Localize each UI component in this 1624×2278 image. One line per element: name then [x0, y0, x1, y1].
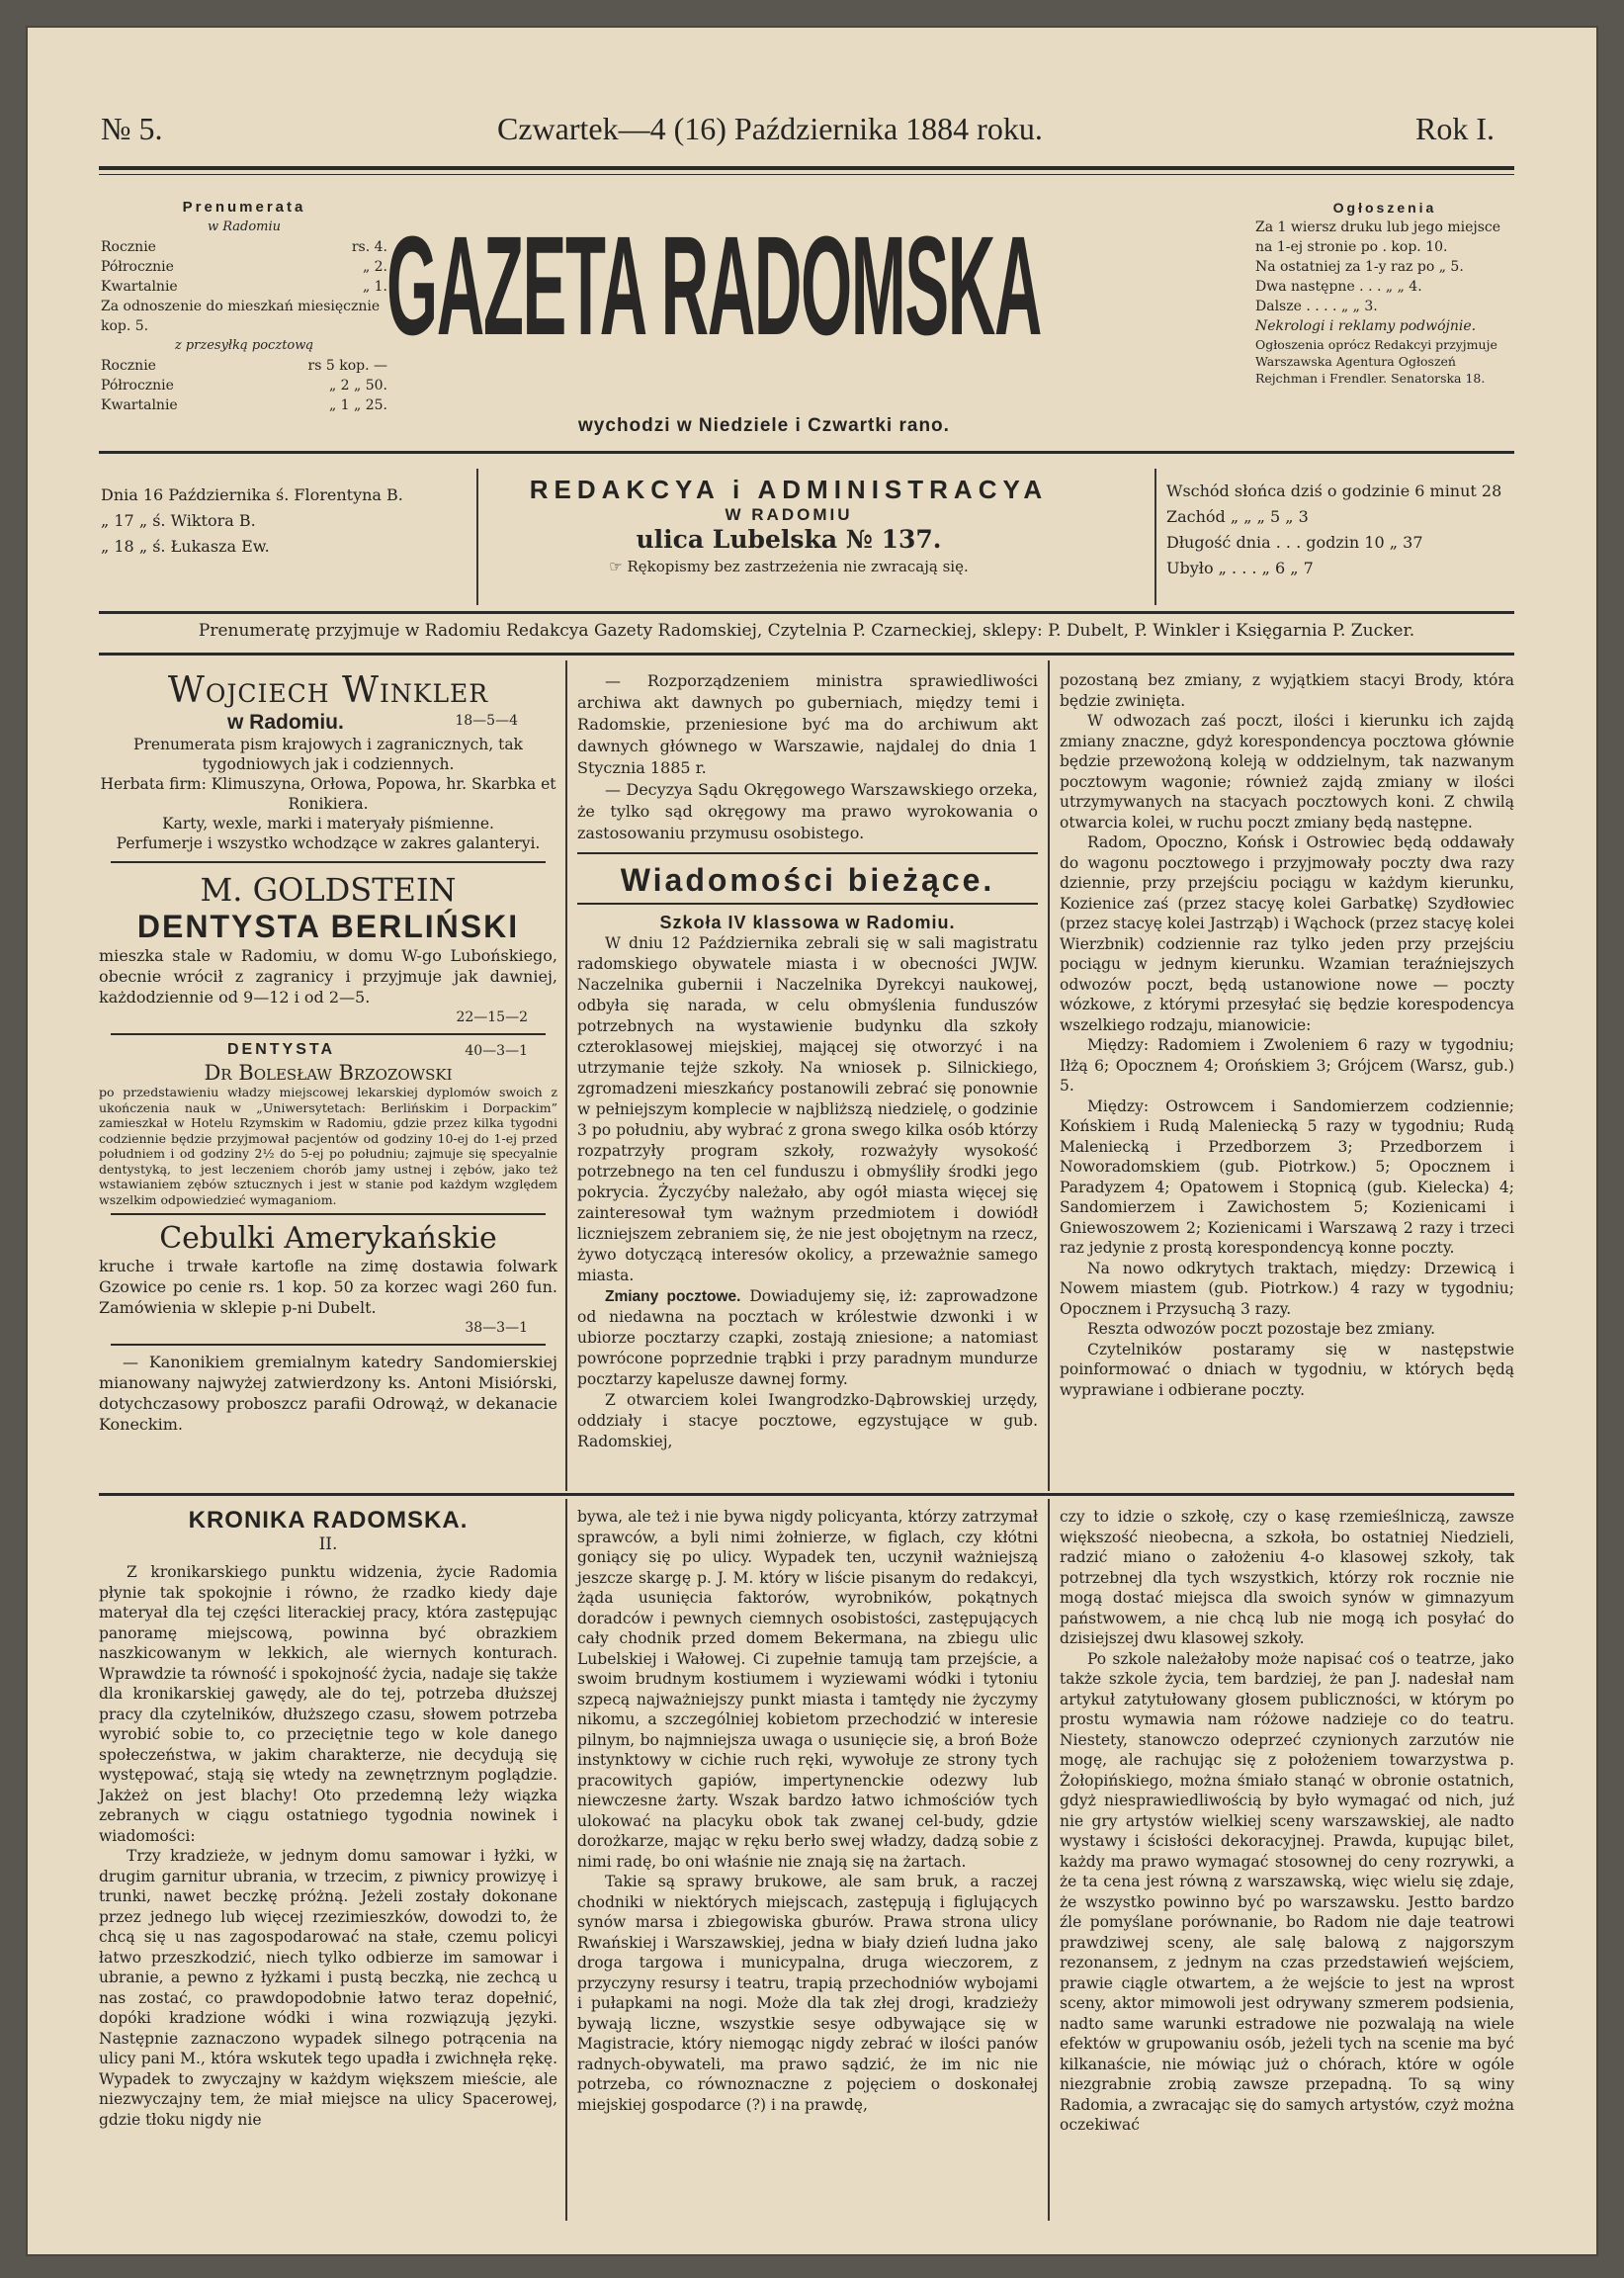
news-section-title: Wiadomości bieżące. [620, 862, 995, 898]
column-divider [565, 1499, 567, 2221]
winkler-code: 18—5—4 [455, 713, 518, 729]
ad-rule [111, 861, 546, 863]
subscription-post-label: z przesyłką pocztową [174, 338, 314, 353]
post-paragraph: pozostaną bez zmiany, z wyjątkiem stacyi Brody, która będzie zwinięta. [1060, 671, 1514, 710]
ad-price-line: Za 1 wiersz druku lub jego miejsce na 1-ej stronie po . kop. 10. [1255, 219, 1501, 255]
issue-date: Czwartek—4 (16) Października 1884 roku. [497, 111, 1043, 146]
goldstein-text: mieszka stale w Radomiu, w domu W-go Lubońskiego, obecnie wrócił z zagranicy i przyjmuje jak dawniej, każdodziennie od 9—12 i od 2—5. [99, 946, 557, 1007]
post-paragraph: Reszta odwozów poczt pozostaje bez zmiany. [1087, 1320, 1436, 1338]
goldstein-code: 22—15—2 [456, 1009, 528, 1025]
top-rule-thin [99, 174, 1514, 175]
ad-price-line: Nekrologi i reklamy podwójnie. [1255, 318, 1477, 334]
calendar-line: „ 18 „ ś. Łukasza Ew. [101, 537, 270, 556]
ad-price-line: Dalsze . . . . „ „ 3. [1255, 299, 1378, 314]
kronika-column-1 [99, 1507, 557, 2130]
kronika-paragraph: Takie są sprawy brukowe, ale sam bruk, a raczej chodniki w niektórych miejscach, zastępują i figlujących synów marsa i zbiegowiska gburów. Prawa strona ulicy Rwańskiej i Warszawskiej, jedna w biały dzień ludna jako droga targowa i municypalna, druga wieczorem, z przyczyny resursy i teatru, trapią przechodniów wybojami i pułapkami na nogi. Może dla tak złej drogi, kradzieży bywają liczne, wszystkie sesye odbywające się w Magistracie, który niemogąc nigdy zebrać w ilości panów radnych-obywateli, ma prawo sądzić, że im nic nie potrzeba, co równoznaczne z pojęciem o doskonałej miejskiej gospodarce (?) i na prawdę, [577, 1873, 1038, 2114]
kronika-column-3 [1060, 1507, 1514, 2136]
sub-row-label: Rocznie [101, 239, 156, 255]
ads-column [99, 670, 557, 1435]
ad-prices-title: Ogłoszenia [1332, 200, 1437, 216]
goldstein-title: DENTYSTA BERLIŃSKI [136, 909, 520, 944]
section-rule [577, 903, 1038, 905]
column-divider [1048, 660, 1050, 1491]
ad-prices-block [1255, 198, 1514, 387]
kronika-title: KRONIKA RADOMSKA. [188, 1507, 469, 1533]
cebulki-code: 38—3—1 [465, 1320, 528, 1336]
sun-line: Ubyło „ . . . „ 6 „ 7 [1166, 559, 1314, 577]
subscribe-line: Prenumeratę przyjmuje w Radomiu Redakcya Gazety Radomskiej, Czytelnia P. Czarneckiej, sklepy: P. Dubelt, P. Winkler i Księgarnia P. Zucker. [198, 621, 1415, 641]
sun-line: Wschód słońca dziś o godzinie 6 minut 28 [1166, 482, 1502, 500]
masthead-title: GAZETA RADOMSKA [386, 206, 1042, 365]
subscription-note: Za odnoszenie do mieszkań miesięcznie kop. 5. [101, 299, 381, 334]
post-column [1060, 670, 1514, 1400]
news-paragraph: — Decyzya Sądu Okręgowego Warszawskiego orzeka, że tylko sąd okręgowy ma prawo wyrokowania o zastosowaniu przymusu osobistego. [577, 780, 1038, 842]
kronika-paragraph: bywa, ale też i nie bywa nigdy policyanta, którzy zatrzymał sprawców, a byli nimi żołnierze, w figlach, czy kłótni goniący się po ulicy. Wypadek ten, uczynił ważniejszą jeszcze skargę p. J. M. który w liście pisanym do redakcyi, żąda usunięcia faktorów, wyrobników, pokątnych doradców i pewnych ciemnych osobistości, zastępujących cały chodnik przed domem Bekermana, na zbiegu ulic Lubelskiej i Wałowej. Ci zupełnie tamują tam przejście, a swoim brudnym kostiumem i wyziewami wódki i tytoniu szpecą najważniejszy punkt miasta i tamtędy nie życzymy nikomu, a szczególniej kobietom przechodzić w interesie pilnym, bo najmniejsza uwaga o usunięcie się, a broń Boże instynktowy w cichie ruch ręki, wywołuje ze strony tych pracowitych gapiów, impertynenckie odezwy lub niewczesne żarty. Wszak bardzo łatwo ichmościów tych ulokować na placyku obok tak zwanej cel-budy, gdzie dorożkarze, mając w ręku berło swej władzy, dadzą sobie z nimi radę, bo oni właśnie nie znają się na żartach. [577, 1508, 1038, 1871]
calendar-line: „ 17 „ ś. Wiktora B. [101, 511, 256, 530]
sub-row-label: Półrocznie [101, 378, 174, 394]
kronika-paragraph: Trzy kradzieże, w jednym domu samowar i łyżki, w drugim garnitur ubrania, w trzecim, z piwnicy prowizyę i trunki, nawet beczkę próżną. Jeżeli zostały dokonane przez jednego lub więcej rzezimieszków, dowodzi to, że chcą się u nas zagospodarować na stałe, czemu policyi łatwo przeszkodzić, niech tylko odbierze im samowar i ubranie, a pewno z łyżkami i pustą beczką, nie zechcą u nas zostać, co prawdopodobnie łatwo teraz dopełnić, dopóki kradzione wódki i wina rozwiązują języki. Następnie zaznaczono wypadek silnego potrącenia na ulicy pani M., która wskutek tego upadła i zwichnęła rękę. Wypadek to zwyczajny w każdym większem mieście, ale niezwyczajny tem, że miał miejsce na ulicy Spacerowej, gdzie tłoku nigdy nie [99, 1847, 557, 2129]
masthead-subtitle: wychodzi w Niedziele i Czwartki rano. [578, 415, 950, 436]
winkler-city: w Radomiu. [227, 711, 344, 734]
sub-row-label: Rocznie [101, 358, 156, 374]
sun-block [1166, 479, 1514, 581]
ad-rule [111, 1344, 546, 1346]
winkler-line: Karty, wexle, marki i materyały piśmienne. [162, 815, 494, 832]
news-column [577, 670, 1038, 1452]
kronika-number: II. [318, 1534, 338, 1554]
newspaper-page [28, 28, 1596, 2254]
post-text: Z otwarciem kolei Iwangrodzko-Dąbrowskiej urzędy, oddziały i stacye pocztowe, egzystujące w gub. Radomskiej, [577, 1390, 1038, 1450]
winkler-text [99, 735, 557, 853]
sub-row-label: Kwartalnie [101, 397, 178, 413]
redakcya-address: ulica Lubelska № 137. [636, 525, 942, 554]
redakcya-note [492, 558, 1085, 575]
column-divider [565, 660, 567, 1491]
sub-row-value: „ 1. [362, 279, 387, 295]
sun-line: Zachód „ „ „ 5 „ 3 [1166, 507, 1309, 526]
sub-row-value: „ 1 „ 25. [328, 397, 387, 413]
winkler-name: Wojciech Winkler [167, 670, 489, 711]
kronika-paragraph: czy to idzie o szkołę, czy o kasę rzemieślniczą, zawsze większość nieobecna, a szkoła, bo ostatniej Niedzieli, radzić miano o założeniu 4-o klasowej szkoły, tak potrzebnej dla tych wszystkich, którzy rok rocznie nie mogą dostać miejsca dla swoich synów w gimnazyum państwowem, a nie chcą lub nie mogą ich posyłać do dzisiejszej dwu klasowej szkoły. [1060, 1508, 1514, 1647]
kronika-paragraph: Z kronikarskiego punktu widzenia, życie Radomia płynie tak spokojnie i równo, że rzadko kiedy daje materyał dla tej części literackiej pracy, która zastępując panoramę miejscową, powinna być obrazkiem naszkicowanym w lekkich, ale wiernych konturach. Wprawdzie ta równość i spokojność życia, nadaje się także dla kronikarskiej gawędy, ale do tej, potrzeba dłuższej pracy dla czytelników, dłuższego czasu, słowem potrzeba wyrobić sobie to, co przeciętnie tego w kole danego społeczeństwa, w jakim charakterze, nie decydują się występować, stają się wtedy na zewnętrznym poglądzie. Jakżeż on jest blachy! Oto przedemną leży wiązka zebranych w ciągu ostatniego tygodnia nowinek i wiadomości: [99, 1563, 557, 1845]
sub-row-value: rs. 4. [351, 239, 387, 255]
post-paragraph: Między: Ostrowcem i Sandomierzem codziennie; Końskiem i Rudą Maleniecką 5 razy w tygodniu; Rudą Maleniecką i Przedborzem 3; Przedborzem i Noworadomskiem (gub. Piotrkow.) 5; Opocznem i Paradyzem 4; Opatowem i Stopnicą (gub. Kielecka) 4; Sandomierzem i Zawichostem 5; Kozienicami i Gniewoszowem 2; Kozienicami i Warszawą 2 razy i trzeci raz jedynie z prostą korespondencyą konne poczty. [1060, 1096, 1514, 1257]
ad-price-line: Dwa następne . . . „ „ 4. [1255, 279, 1422, 295]
cebulki-title: Cebulki Amerykańskie [159, 1221, 497, 1256]
info-divider [476, 469, 478, 605]
info-rule [99, 611, 1514, 614]
cebulki-text: kruche i trwałe kartofle na zimę dostawia folwark Gzowice po cenie rs. 1 kop. 50 za korzec wagi 260 fun. Zamówienia w sklepie p-ni Dubelt. [99, 1257, 557, 1317]
calendar-line: Dnia 16 Października ś. Florentyna B. [101, 485, 403, 504]
post-text: Dowiadujemy się, iż: zaprowadzone od niedawna na pocztach w królestwie dzwonki i w ubiorze pocztarzy czapki, zostają zniesione; a natomiast powrócone poprzednie trąbki i przy paradnym mundurze pocztarzy kapelusze dawnej formy. [577, 1286, 1038, 1388]
pointing-hand-icon: ☞ [609, 558, 628, 575]
section-rule [577, 852, 1038, 854]
post-paragraph: Czytelników postaramy się w następstwie poinformować o dniach w tygodniu, w których będą wyprawiane i odbierane poczty. [1060, 1340, 1514, 1399]
ad-rule [111, 1213, 546, 1215]
winkler-line: Prenumerata pism krajowych i zagranicznych, tak tygodniowych jak i codziennych. [133, 736, 523, 773]
ad-rule [111, 1033, 546, 1035]
top-rule [99, 166, 1514, 170]
subscription-block [101, 198, 387, 415]
brzoz-code: 40—3—1 [465, 1043, 528, 1059]
calendar-block [101, 482, 457, 560]
column-divider [1048, 1499, 1050, 2221]
school-text: W dniu 12 Października zebrali się w sali magistratu radomskiego obywatele miasta i w obecności JWJW. Naczelnika gubernii i Naczelnika Dyrekcyi naukowej, odbyła się narada, w celu obmyślenia funduszów potrzebnych na wystawienie budynku dla szkoły czteroklasowej miejskiej, mającej się otworzyć i na utrzymanie tejże szkoły. Na wniosek p. Silnickiego, zgromadzeni mieszkańcy postanowili zebrać się ponownie w pełniejszym komplecie w najbliższą niedzielę, o godzinie 3 po południu, aby wybrać z grona swego kilka osób którzy rozpatrzyły program szkoły, rozważyły wysokość potrzebnego na ten cel funduszu i obmyśliły środki jego pokrycia. Życzyćby należało, aby ogół miasta więcej się zainteresował tym ważnym przedmiotem i dowiódł liczniejszem zebraniem się, że nie jest obojętnym na rzecz, żywo dotyczącą interesów okolicy, a przeważnie samego miasta. [577, 933, 1038, 1284]
brzoz-text: po przedstawieniu władzy miejscowej lekarskiej dyplomów swoich z ukończenia nauk w „Uniwersytetach: Berlińskim i Dorpackim” zamieszkał w Hotelu Rzymskim w Radomiu, gdzie przez kilka tygodni codziennie będzie przyjmował pacjentów od godziny 10-ej do 1-ej przed południem i od godziny 2½ do 5-ej po południu; zajmuje się specyalnie dentystyką, to jest leczeniem chorób jamy ustnej i zębów, jako też wstawianiem zębów sztucznych i jest w stanie pod każdym względem wszelkim odpowiedzieć wymaganiom. [99, 1085, 557, 1207]
subscription-local-label: w Radomiu [207, 219, 282, 234]
winkler-line: Perfumerje i wszystko wchodzące w zakres galanteryi. [116, 834, 541, 852]
issue-year: Rok I. [1415, 111, 1495, 146]
post-paragraph: W odwozach zaś poczt, ilości i kierunku ich zajdą zmiany znaczne, gdyż korespondencya pocztowa głównie będzie przewożoną koleją w oddzielnym, tak nazwanym pocztowym wagonie; również zajdą zmiany w ilości utrzymywanych na stacyach pocztowych koni. Z chwilą otwarcia kolei, w ruchu poczt zmiany będą następne. [1060, 712, 1514, 832]
subscription-title: Prenumerata [182, 199, 306, 216]
sun-line: Długość dnia . . . godzin 10 „ 37 [1166, 533, 1423, 552]
post-paragraph: Między: Radomiem i Zwoleniem 6 razy w tygodniu; Iłżą 6; Opocznem 4; Orońskiem 3; Grójcem (Warsz, gub.) 5. [1060, 1036, 1514, 1095]
redakcya-city: W RADOMIU [725, 505, 853, 524]
info-divider [1154, 469, 1156, 605]
goldstein-name: M. GOLDSTEIN [200, 871, 457, 909]
news-paragraph: — Rozporządzeniem ministra sprawiedliwości archiwa akt dawnych po guberniach, między temi i Radomskie, przeniesione być ma do archiwum akt dawnych głównego w Warszawie, najdalej do dnia 1 Stycznia 1885 r. [577, 671, 1038, 777]
kronika-paragraph: Po szkole należałoby może napisać coś o teatrze, jako także szkole życia, tem bardziej, że pan J. nadesłał nam artykuł zatytułowany głosem publiczności, w którym po prostu wymawia nam różowe nadzieje co do teatru. Niestety, stanowczo odeprzeć czynionych zarzutów nie mogę, ale rachując się z położeniem towarzystwa p. Żołopińskiego, można śmiało stanąć w obronie ostatnich, gdyż niesprawiedliwością by było wymagać od nich, juź nie gry artystów wielkiej sceny warszawskiej, ale nadto wystawy i ścisłości dekoracyjnej. Prawda, kupując bilet, każdy ma prawo wymagać stosownej do ceny rozrywki, a że ta cena jest równą z warszawską, więc wielu się zdaje, że wszystko powinno być po warszawsku. Jestto bardzo źle pomyślane porównanie, bo Radom nie daje teatrowi prawdziwej sceny, ale salę balową z najgorszym rezonansem, z jednym na czas przedstawień wejściem, prawie ciągle otwartem, a że wejście to jest na wprost sceny, aktor mimowoli jest odrywany szmerem podsienia, nadto same warunki estradowe nie pozwalają na wiele efektów w grupowaniu osób, jeżeli tych na scenie ma być kilkanaście, nie mówiąc już o chórach, które w ogóle niezgrabnie zrobią zawsze przepadną. To są winy Radomia, a zwracając się do samych artystów, czyż można oczekiwać [1060, 1649, 1514, 2134]
school-title: Szkoła IV klassowa w Radomiu. [659, 912, 956, 932]
post-paragraph: Na nowo odkrytych traktach, między: Drzewicą i Nowem miastem (gub. Piotrkow.) 4 razy w tygodniu; Opocznem i Przysuchą 3 razy. [1060, 1259, 1514, 1318]
post-title: Zmiany pocztowe. [605, 1287, 741, 1305]
winkler-line: Herbata firm: Klimuszyna, Orłowa, Popowa, hr. Skarbka et Ronikiera. [100, 775, 556, 813]
redakcya-block [492, 475, 1085, 575]
sub-row-value: „ 2 „ 50. [328, 378, 387, 394]
sub-row-value: rs 5 kop. — [307, 358, 387, 374]
kanonik-note: — Kanonikiem gremialnym katedry Sandomierskiej mianowany najwyżej zatwierdzony ks. Antoni Misiórski, dotychczasowy proboszcz parafii Odrowąż, w dekanacie Koneckim. [99, 1353, 557, 1434]
subscribe-rule [99, 653, 1514, 656]
post-paragraph: Radom, Opoczno, Końsk i Ostrowiec będą oddawały do wagonu pocztowego i przyjmowały poczty dwa razy dziennie, przy przejściu pociągu w każdym kierunku, Kozienice zaś (przez stacyę kolei Garbatkę) Szydłowiec (przez stacyę kolei Jastrząb) i Wąchock (przez stacyę kolei Wierzbnik) codziennie raz tylko jeden przy przejściu pociągu w jednym kierunku. Wzamian teraźniejszych odwozów poczt, będą ustanowione nowe — poczty wózkowe, z którymi przesyłać się będzie korespodencya wszelkiego rodzaju, mianowicie: [1060, 833, 1514, 1034]
brzoz-label: DENTYSTA [227, 1041, 336, 1058]
sub-row-label: Półrocznie [101, 259, 174, 275]
sub-row-label: Kwartalnie [101, 279, 178, 295]
kronika-column-2 [577, 1507, 1038, 2115]
sub-row-value: „ 2. [362, 259, 387, 275]
kronika-rule [99, 1493, 1514, 1496]
brzoz-name: Dr Bolesław Brzozowski [204, 1061, 453, 1085]
masthead-rule [99, 451, 1514, 454]
ad-price-line: Na ostatniej za 1-y raz po „ 5. [1255, 259, 1464, 275]
redakcya-line: REDAKCYA i ADMINISTRACYA [529, 475, 1049, 504]
issue-number: № 5. [101, 111, 163, 146]
redakcya-note-text: Rękopismy bez zastrzeżenia nie zwracają się. [627, 558, 969, 575]
ad-price-line: Ogłoszenia oprócz Redakcyi przyjmuje Warszawska Agentura Ogłoszeń Rejchman i Frendler. Senatorska 18. [1255, 337, 1497, 386]
